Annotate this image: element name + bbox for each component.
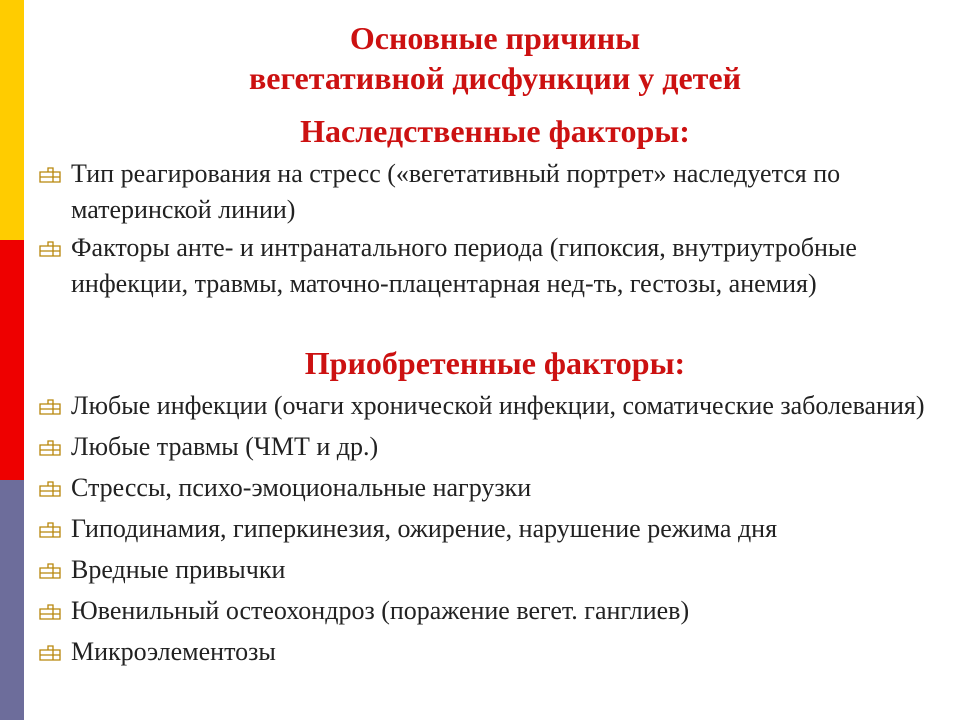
list-item-text: Гиподинамия, гиперкинезия, ожирение, нарушение режима дня <box>71 514 778 543</box>
list-item <box>36 429 948 465</box>
list-item-text: Любые травмы (ЧМТ и др.) <box>71 432 379 461</box>
acquired-list <box>36 388 948 675</box>
box-bullet-icon <box>39 563 61 579</box>
list-item-text: Вредные привычки <box>71 555 286 584</box>
box-bullet-icon <box>39 167 61 183</box>
hereditary-heading: Наследственные факторы: <box>300 113 690 149</box>
side-bar-yellow-segment <box>0 0 24 240</box>
list-item <box>36 156 948 228</box>
side-bar-slate-segment <box>0 480 24 720</box>
list-item <box>36 511 948 547</box>
list-item <box>36 470 948 506</box>
box-bullet-icon <box>39 440 61 456</box>
box-bullet-icon <box>39 241 61 257</box>
list-item <box>36 634 948 670</box>
list-item-text: Ювенильный остеохондроз (поражение вегет. ганглиев) <box>71 596 690 625</box>
side-bar-red-segment <box>0 240 24 480</box>
acquired-heading: Приобретенные факторы: <box>304 345 686 381</box>
list-item <box>36 230 948 302</box>
list-item-text: Факторы анте- и интранатального периода (гипоксия, внутриутробные инфекции, травмы, маточно-плацентарная нед-ть, гестозы, анемия) <box>71 233 857 298</box>
side-color-bar <box>0 0 24 720</box>
box-bullet-icon <box>39 604 61 620</box>
box-bullet-icon <box>39 645 61 661</box>
slide-title <box>30 18 960 98</box>
slide-title-line-1: Основные причины <box>349 20 641 56</box>
box-bullet-icon <box>39 522 61 538</box>
list-item <box>36 552 948 588</box>
hereditary-list <box>36 156 948 304</box>
list-item-text: Стрессы, психо-эмоциональные нагрузки <box>71 473 532 502</box>
list-item <box>36 388 948 424</box>
box-bullet-icon <box>39 481 61 497</box>
list-item-text: Микроэлементозы <box>71 637 276 666</box>
box-bullet-icon <box>39 399 61 415</box>
list-item <box>36 593 948 629</box>
slide-title-line-2: вегетативной дисфункции у детей <box>248 60 742 96</box>
list-item-text: Любые инфекции (очаги хронической инфекции, соматические заболевания) <box>71 391 925 420</box>
list-item-text: Тип реагирования на стресс («вегетативный портрет» наследуется по материнской линии) <box>71 159 841 224</box>
